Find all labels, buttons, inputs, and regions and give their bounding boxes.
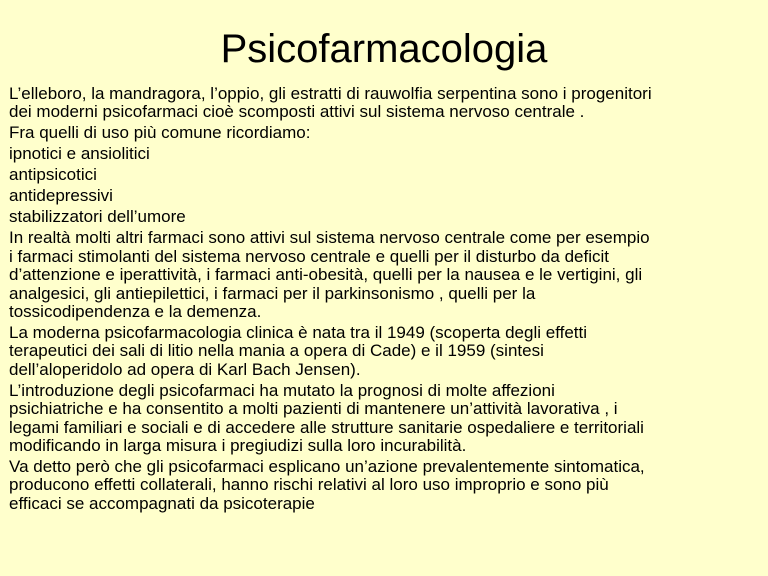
paragraph xyxy=(9,145,749,163)
paragraph xyxy=(9,324,749,379)
text-line: dei moderni psicofarmaci cioè scomposti attivi sul sistema nervoso centrale . xyxy=(9,102,585,122)
paragraph xyxy=(9,458,749,513)
text-line: L’elleboro, la mandragora, l’oppio, gli estratti di rauwolfia serpentina sono i progenitori xyxy=(9,84,652,103)
text-line: dell’aloperidolo ad opera di Karl Bach Jensen). xyxy=(9,359,361,379)
paragraph xyxy=(9,208,749,226)
text-line: i farmaci stimolanti del sistema nervoso centrale e quelli per il disturbo da deficit xyxy=(9,246,609,266)
paragraph xyxy=(9,124,749,142)
text-line: antipsicotici xyxy=(9,165,97,185)
paragraph xyxy=(9,166,749,184)
text-line: antidepressivi xyxy=(9,186,113,206)
text-line: analgesici, gli antiepilettici, i farmaci per il parkinsonismo , quelli per la xyxy=(9,283,536,303)
text-line: modificando in larga misura i pregiudizi sulla loro incurabilità. xyxy=(9,436,467,456)
paragraph xyxy=(9,382,749,456)
paragraph xyxy=(9,187,749,205)
text-line: Va detto però che gli psicofarmaci esplicano un’azione prevalentemente sintomatica, xyxy=(9,457,645,477)
text-line: psichiatriche e ha consentito a molti pazienti di mantenere un’attività lavorativa , i xyxy=(9,399,618,419)
paragraph xyxy=(9,229,749,321)
text-line: efficaci se accompagnati da psicoterapie xyxy=(9,493,315,513)
paragraph xyxy=(9,85,749,122)
text-line: legami familiari e sociali e di accedere alle strutture sanitarie ospedaliere e territoriali xyxy=(9,417,644,437)
text-line: terapeutici dei sali di litio nella mania a opera di Cade) e il 1959 (sintesi xyxy=(9,341,544,361)
slide-title: Psicofarmacologia xyxy=(220,27,548,71)
text-line: tossicodipendenza e la demenza. xyxy=(9,302,262,322)
text-line: stabilizzatori dell’umore xyxy=(9,207,186,227)
slide-body xyxy=(9,85,749,516)
text-line: ipnotici e ansiolitici xyxy=(9,144,150,164)
text-line: In realtà molti altri farmaci sono attivi sul sistema nervoso centrale come per esempio xyxy=(9,228,650,248)
text-line: L’introduzione degli psicofarmaci ha mutato la prognosi di molte affezioni xyxy=(9,380,555,400)
text-line: Fra quelli di uso più comune ricordiamo: xyxy=(9,123,311,143)
text-line: producono effetti collaterali, hanno rischi relativi al loro uso improprio e sono più xyxy=(9,475,609,495)
text-line: La moderna psicofarmacologia clinica è nata tra il 1949 (scoperta degli effetti xyxy=(9,323,588,343)
text-line: d’attenzione e iperattività, i farmaci anti-obesità, quelli per la nausea e le vertigini, gli xyxy=(9,265,643,285)
